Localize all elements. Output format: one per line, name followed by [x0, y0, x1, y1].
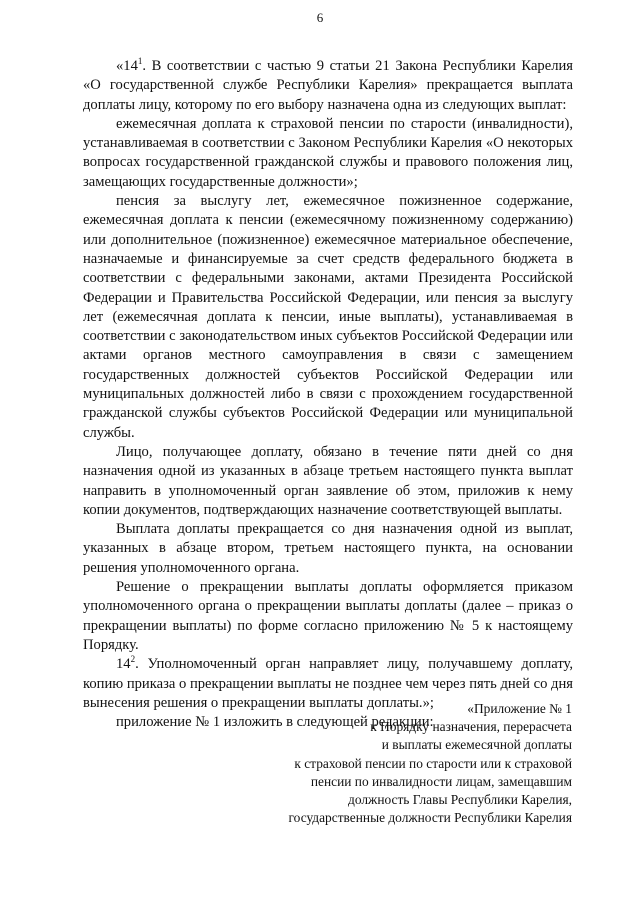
- page-number: 6: [316, 10, 324, 25]
- appendix-line: «Приложение № 1: [467, 701, 572, 716]
- paragraph-14-1-text: . В соответствии с частью 9 статьи 21 Закона Республики Карелия «О государственной службе Республики Карелия» прекращается выплата доплаты лицу, которому по его выбору назначена одна из следующих выплат:: [83, 58, 573, 113]
- paragraph-14-1-superscript: 1: [137, 56, 143, 66]
- appendix-line: должность Главы Республики Карелия,: [348, 792, 572, 808]
- paragraph-14-2-text: . Уполномоченный орган направляет лицу, получавшему доплату, копию приказа о прекращении выплаты не позднее чем через пять дней со дня вынесения решения о прекращении выплаты доплаты.»;: [83, 656, 573, 711]
- paragraph-14-2-superscript: 2: [130, 654, 136, 665]
- document-body: [83, 57, 573, 732]
- paragraph-appendix-intro: приложение № 1 изложить в следующей редакции:: [116, 714, 434, 731]
- appendix-line: к Порядку назначения, перерасчета: [370, 719, 572, 735]
- appendix-line: к страховой пенсии по старости или к страховой: [294, 755, 572, 771]
- appendix-header: [289, 700, 573, 827]
- paragraph-14-2-number: 14: [116, 656, 131, 673]
- paragraph-monthly-supplement: ежемесячная доплата к страховой пенсии по старости (инвалидности), устанавливаемая в соответствии с Законом Республики Карелия «О некоторых вопросах государственной гражданской службы и правового положения лиц, замещающих государственные должности»;: [83, 115, 573, 190]
- paragraph-termination-order: Решение о прекращении выплаты доплаты оформляется приказом уполномоченного органа о прекращении выплаты доплаты (далее – приказ о прекращении выплаты) по форме согласно приложению № 5 к настоящему Порядку.: [83, 579, 573, 653]
- appendix-line: пенсии по инвалидности лицам, замещавшим: [310, 773, 572, 789]
- paragraph-14-1-number: «14: [116, 58, 138, 74]
- paragraph-termination-date: Выплата доплаты прекращается со дня назначения одной из выплат, указанных в абзаце втором, третьем настоящего пункта, на основании решения уполномоченного органа.: [83, 521, 573, 576]
- paragraph-notification-duty: Лицо, получающее доплату, обязано в течение пяти дней со дня назначения одной из указанных в абзаце третьем настоящего пункта выплат направить в уполномоченный орган заявление об этом, приложив к нему копии документов, подтверждающих назначение соответствующей выплаты.: [83, 443, 573, 518]
- paragraph-seniority-pension: пенсия за выслугу лет, ежемесячное пожизненное содержание, ежемесячная доплата к пенсии (ежемесячному пожизненному содержанию) или дополнительное (пожизненное) ежемесячное материальное обеспечение, назначаемые и финансируемые за счет средств федерального бюджета в соответствии с федеральными законами, актами Президента Российской Федерации и Правительства Российской Федерации, или пенсия за выслугу лет (ежемесячная доплата к пенсии, иные выплаты), устанавливаемая в соответствии с законодательством иных субъектов Российской Федерации или актами органов местного самоуправления в связи с замещением государственных должностей субъектов Российской Федерации или муниципальных должностей либо в связи с прохождением государственной гражданской службы субъектов Российской Федерации или муниципальной службы.: [83, 193, 573, 441]
- appendix-line: и выплаты ежемесячной доплаты: [381, 737, 572, 753]
- appendix-line: государственные должности Республики Карелия: [288, 810, 572, 826]
- paragraph-14-1: [83, 57, 573, 115]
